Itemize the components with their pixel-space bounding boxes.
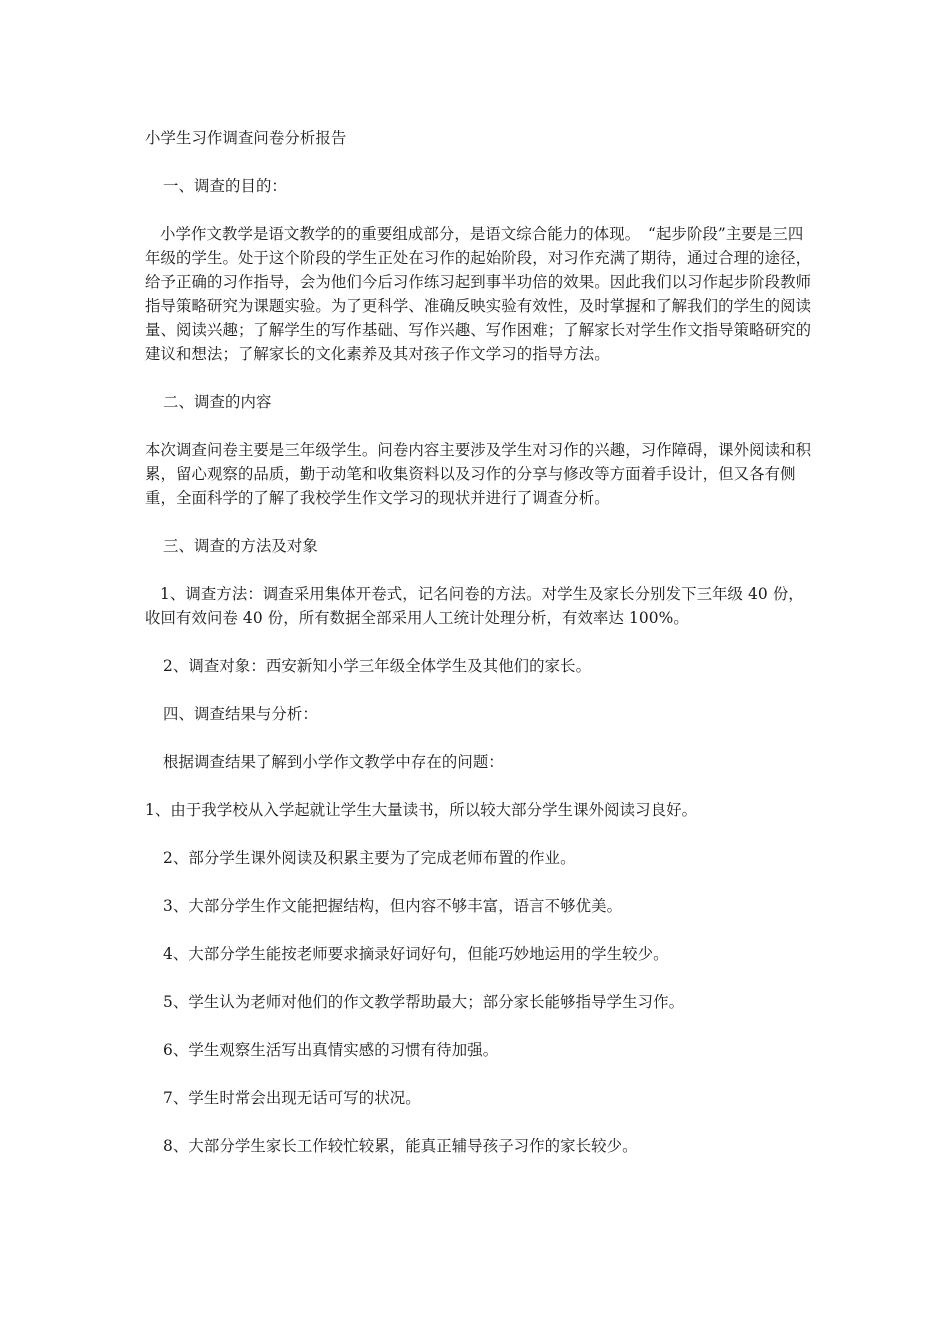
section-2-body: 本次调查问卷主要是三年级学生。问卷内容主要涉及学生对习作的兴趣，习作障碍，课外阅读和积累，留心观察的品质，勤于动笔和收集资料以及习作的分享与修改等方面着手设计，但又各有侧重，全面科学的了解了我校学生作文学习的现状并进行了调查分析。 [145,441,812,507]
section-3-target: 2、调查对象：西安新知小学三年级全体学生及其他们的家长。 [163,657,592,675]
result-item-4: 4、大部分学生能按老师要求摘录好词好句，但能巧妙地运用的学生较少。 [163,945,669,963]
result-item-8: 8、大部分学生家长工作较忙较累，能真正辅导孩子习作的家长较少。 [163,1137,638,1155]
section-4-heading: 四、调查结果与分析： [163,705,318,723]
section-2-heading: 二、调查的内容 [163,393,272,411]
result-item-6: 6、学生观察生活写出真情实感的习惯有待加强。 [163,1041,499,1059]
section-1-body: 小学作文教学是语文教学的的重要组成部分，是语文综合能力的体现。 “起步阶段”主要是三四年级的学生。处于这个阶段的学生正处在习作的起始阶段，对习作充满了期待，通过合理的途径，给予正确的习作指导，会为他们今后习作练习起到事半功倍的效果。因此我们以习作起步阶段教师指导策略研究为课题实验。为了更科学、准确反映实验有效性，及时掌握和了解我们的学生的阅读量、阅读兴趣；了解学生的写作基础、写作兴趣、写作困难；了解家长对学生作文指导策略研究的建议和想法；了解家长的文化素养及其对孩子作文学习的指导方法。 [145,225,812,363]
section-3-heading: 三、调查的方法及对象 [163,537,318,555]
section-1-heading: 一、调查的目的： [163,177,287,195]
result-item-5: 5、学生认为老师对他们的作文教学帮助最大；部分家长能够指导学生习作。 [163,993,685,1011]
document-body [145,126,815,1158]
result-item-2: 2、部分学生课外阅读及积累主要为了完成老师布置的作业。 [163,849,576,867]
result-item-7: 7、学生时常会出现无话可写的状况。 [163,1089,421,1107]
document-title: 小学生习作调查问卷分析报告 [145,129,347,147]
result-item-3: 3、大部分学生作文能把握结构，但内容不够丰富，语言不够优美。 [163,897,623,915]
result-item-1: 1、由于我学校从入学起就让学生大量读书，所以较大部分学生课外阅读习良好。 [145,801,698,819]
section-3-method: 1、调查方法：调查采用集体开卷式，记名问卷的方法。对学生及家长分别发下三年级 40 份，收回有效问卷 40 份，所有数据全部采用人工统计处理分析，有效率达 100%。 [145,585,804,627]
section-4-intro: 根据调查结果了解到小学作文教学中存在的问题： [163,753,504,771]
